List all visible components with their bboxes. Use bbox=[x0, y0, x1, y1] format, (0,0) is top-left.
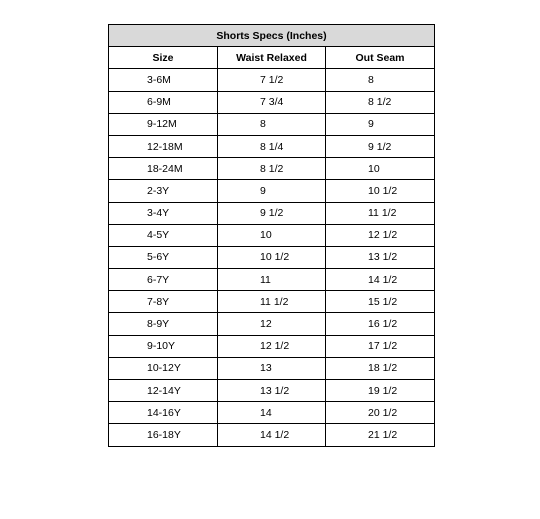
waist-relaxed-cell: 9 bbox=[218, 180, 326, 202]
table-row bbox=[109, 202, 435, 224]
size-cell: 12-14Y bbox=[109, 380, 218, 402]
waist-relaxed-cell: 14 1/2 bbox=[218, 424, 326, 446]
out-seam-cell: 19 1/2 bbox=[326, 380, 435, 402]
table-row bbox=[109, 269, 435, 291]
size-cell: 6-9M bbox=[109, 91, 218, 113]
table-title-row bbox=[109, 25, 435, 47]
out-seam-cell: 9 bbox=[326, 113, 435, 135]
size-cell: 14-16Y bbox=[109, 402, 218, 424]
table-row bbox=[109, 224, 435, 246]
out-seam-cell: 9 1/2 bbox=[326, 135, 435, 157]
size-cell: 18-24M bbox=[109, 158, 218, 180]
size-cell: 8-9Y bbox=[109, 313, 218, 335]
table-body bbox=[109, 69, 435, 446]
waist-relaxed-cell: 7 3/4 bbox=[218, 91, 326, 113]
waist-relaxed-cell: 12 1/2 bbox=[218, 335, 326, 357]
waist-relaxed-cell: 7 1/2 bbox=[218, 69, 326, 91]
table-row bbox=[109, 313, 435, 335]
size-cell: 5-6Y bbox=[109, 246, 218, 268]
out-seam-cell: 18 1/2 bbox=[326, 357, 435, 379]
waist-relaxed-cell: 13 bbox=[218, 357, 326, 379]
out-seam-cell: 17 1/2 bbox=[326, 335, 435, 357]
column-header-waist-relaxed: Waist Relaxed bbox=[218, 47, 326, 69]
size-cell: 6-7Y bbox=[109, 269, 218, 291]
table-row bbox=[109, 113, 435, 135]
size-cell: 4-5Y bbox=[109, 224, 218, 246]
out-seam-cell: 8 1/2 bbox=[326, 91, 435, 113]
waist-relaxed-cell: 9 1/2 bbox=[218, 202, 326, 224]
table-row bbox=[109, 180, 435, 202]
waist-relaxed-cell: 11 1/2 bbox=[218, 291, 326, 313]
out-seam-cell: 11 1/2 bbox=[326, 202, 435, 224]
out-seam-cell: 15 1/2 bbox=[326, 291, 435, 313]
table-row bbox=[109, 91, 435, 113]
table-row bbox=[109, 335, 435, 357]
shorts-spec-table bbox=[108, 24, 435, 447]
column-header-out-seam: Out Seam bbox=[326, 47, 435, 69]
table-row bbox=[109, 380, 435, 402]
waist-relaxed-cell: 10 1/2 bbox=[218, 246, 326, 268]
waist-relaxed-cell: 12 bbox=[218, 313, 326, 335]
waist-relaxed-cell: 11 bbox=[218, 269, 326, 291]
out-seam-cell: 20 1/2 bbox=[326, 402, 435, 424]
size-cell: 9-10Y bbox=[109, 335, 218, 357]
size-cell: 16-18Y bbox=[109, 424, 218, 446]
waist-relaxed-cell: 8 bbox=[218, 113, 326, 135]
table-header-row bbox=[109, 47, 435, 69]
out-seam-cell: 10 1/2 bbox=[326, 180, 435, 202]
table-title: Shorts Specs (Inches) bbox=[109, 25, 435, 47]
out-seam-cell: 12 1/2 bbox=[326, 224, 435, 246]
size-cell: 3-6M bbox=[109, 69, 218, 91]
table-row bbox=[109, 246, 435, 268]
table-row bbox=[109, 135, 435, 157]
column-header-size: Size bbox=[109, 47, 218, 69]
waist-relaxed-cell: 10 bbox=[218, 224, 326, 246]
waist-relaxed-cell: 8 1/4 bbox=[218, 135, 326, 157]
out-seam-cell: 10 bbox=[326, 158, 435, 180]
size-cell: 10-12Y bbox=[109, 357, 218, 379]
size-cell: 3-4Y bbox=[109, 202, 218, 224]
size-cell: 2-3Y bbox=[109, 180, 218, 202]
waist-relaxed-cell: 13 1/2 bbox=[218, 380, 326, 402]
out-seam-cell: 16 1/2 bbox=[326, 313, 435, 335]
table-row bbox=[109, 424, 435, 446]
size-cell: 7-8Y bbox=[109, 291, 218, 313]
table-row bbox=[109, 291, 435, 313]
waist-relaxed-cell: 14 bbox=[218, 402, 326, 424]
out-seam-cell: 14 1/2 bbox=[326, 269, 435, 291]
size-cell: 12-18M bbox=[109, 135, 218, 157]
size-cell: 9-12M bbox=[109, 113, 218, 135]
out-seam-cell: 21 1/2 bbox=[326, 424, 435, 446]
table-row bbox=[109, 402, 435, 424]
table-row bbox=[109, 69, 435, 91]
table-row bbox=[109, 357, 435, 379]
out-seam-cell: 13 1/2 bbox=[326, 246, 435, 268]
table-row bbox=[109, 158, 435, 180]
out-seam-cell: 8 bbox=[326, 69, 435, 91]
waist-relaxed-cell: 8 1/2 bbox=[218, 158, 326, 180]
